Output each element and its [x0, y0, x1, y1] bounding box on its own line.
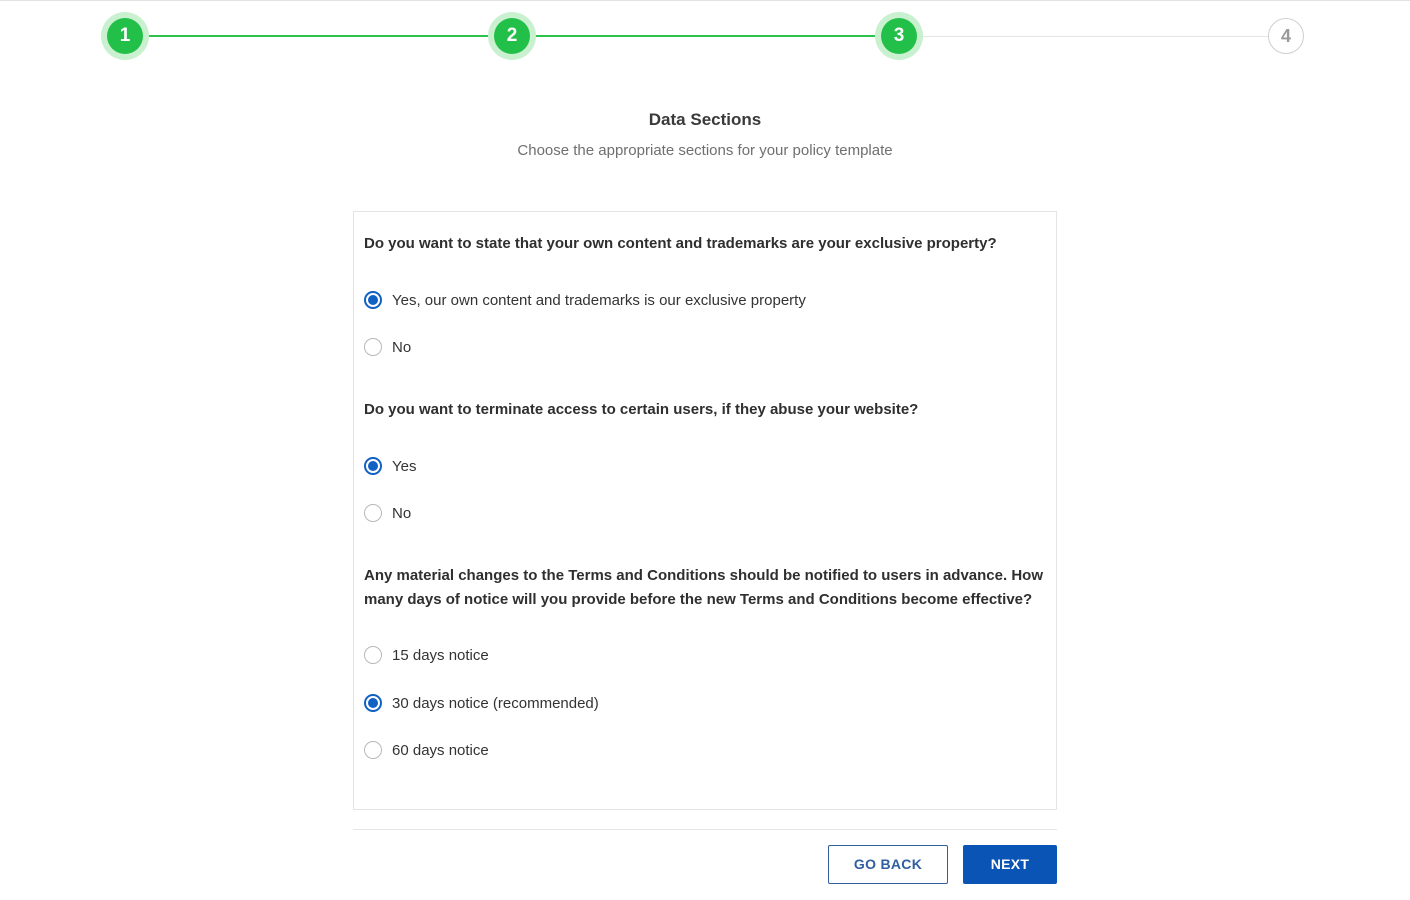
radio-button[interactable]: [364, 338, 382, 356]
question-notice-period: Any material changes to the Terms and Conditions should be notified to users in advance. How many days of notice will you provide before the new Terms and Conditions become effective?: [364, 567, 1043, 608]
step-connector-3-4: [922, 36, 1268, 37]
option-label: 30 days notice (recommended): [392, 694, 599, 712]
step-3[interactable]: [875, 12, 923, 60]
next-button[interactable]: NEXT: [963, 845, 1057, 884]
step-2-number: 2: [494, 18, 530, 54]
option-label: Yes: [392, 457, 417, 475]
go-back-button[interactable]: GO BACK: [828, 845, 948, 884]
option-terminate-access-no[interactable]: [364, 502, 411, 524]
option-label: Yes, our own content and trademarks is our exclusive property: [392, 291, 806, 309]
option-notice-60-days[interactable]: [364, 739, 489, 761]
option-notice-15-days[interactable]: [364, 644, 489, 666]
option-label: 60 days notice: [392, 741, 489, 759]
sections-form-card: [353, 211, 1057, 810]
step-connector-2-3: [535, 35, 875, 37]
step-1-number: 1: [107, 18, 143, 54]
radio-button-selected[interactable]: [364, 457, 382, 475]
radio-button-selected[interactable]: [364, 291, 382, 309]
step-4-number: 4: [1268, 18, 1304, 54]
step-3-number: 3: [881, 18, 917, 54]
radio-button[interactable]: [364, 646, 382, 664]
option-label: 15 days notice: [392, 646, 489, 664]
option-terminate-access-yes[interactable]: [364, 455, 416, 477]
radio-button[interactable]: [364, 741, 382, 759]
progress-stepper: [0, 0, 1410, 80]
page-subtitle: Choose the appropriate sections for your policy template: [517, 142, 893, 159]
step-1[interactable]: [101, 12, 149, 60]
step-4: [1262, 12, 1310, 60]
radio-button[interactable]: [364, 504, 382, 522]
step-2[interactable]: [488, 12, 536, 60]
option-notice-30-days[interactable]: [364, 692, 599, 714]
option-label: No: [392, 338, 412, 356]
question-terminate-access: Do you want to terminate access to certain users, if they abuse your website?: [364, 401, 919, 418]
footer-divider: [353, 829, 1057, 830]
step-connector-1-2: [148, 35, 488, 37]
option-label: No: [392, 504, 412, 522]
radio-button-selected[interactable]: [364, 694, 382, 712]
page-title: Data Sections: [648, 110, 762, 129]
question-exclusive-property: Do you want to state that your own content and trademarks are your exclusive property?: [364, 235, 997, 252]
option-exclusive-property-no[interactable]: [364, 336, 411, 358]
option-exclusive-property-yes[interactable]: [364, 289, 806, 311]
